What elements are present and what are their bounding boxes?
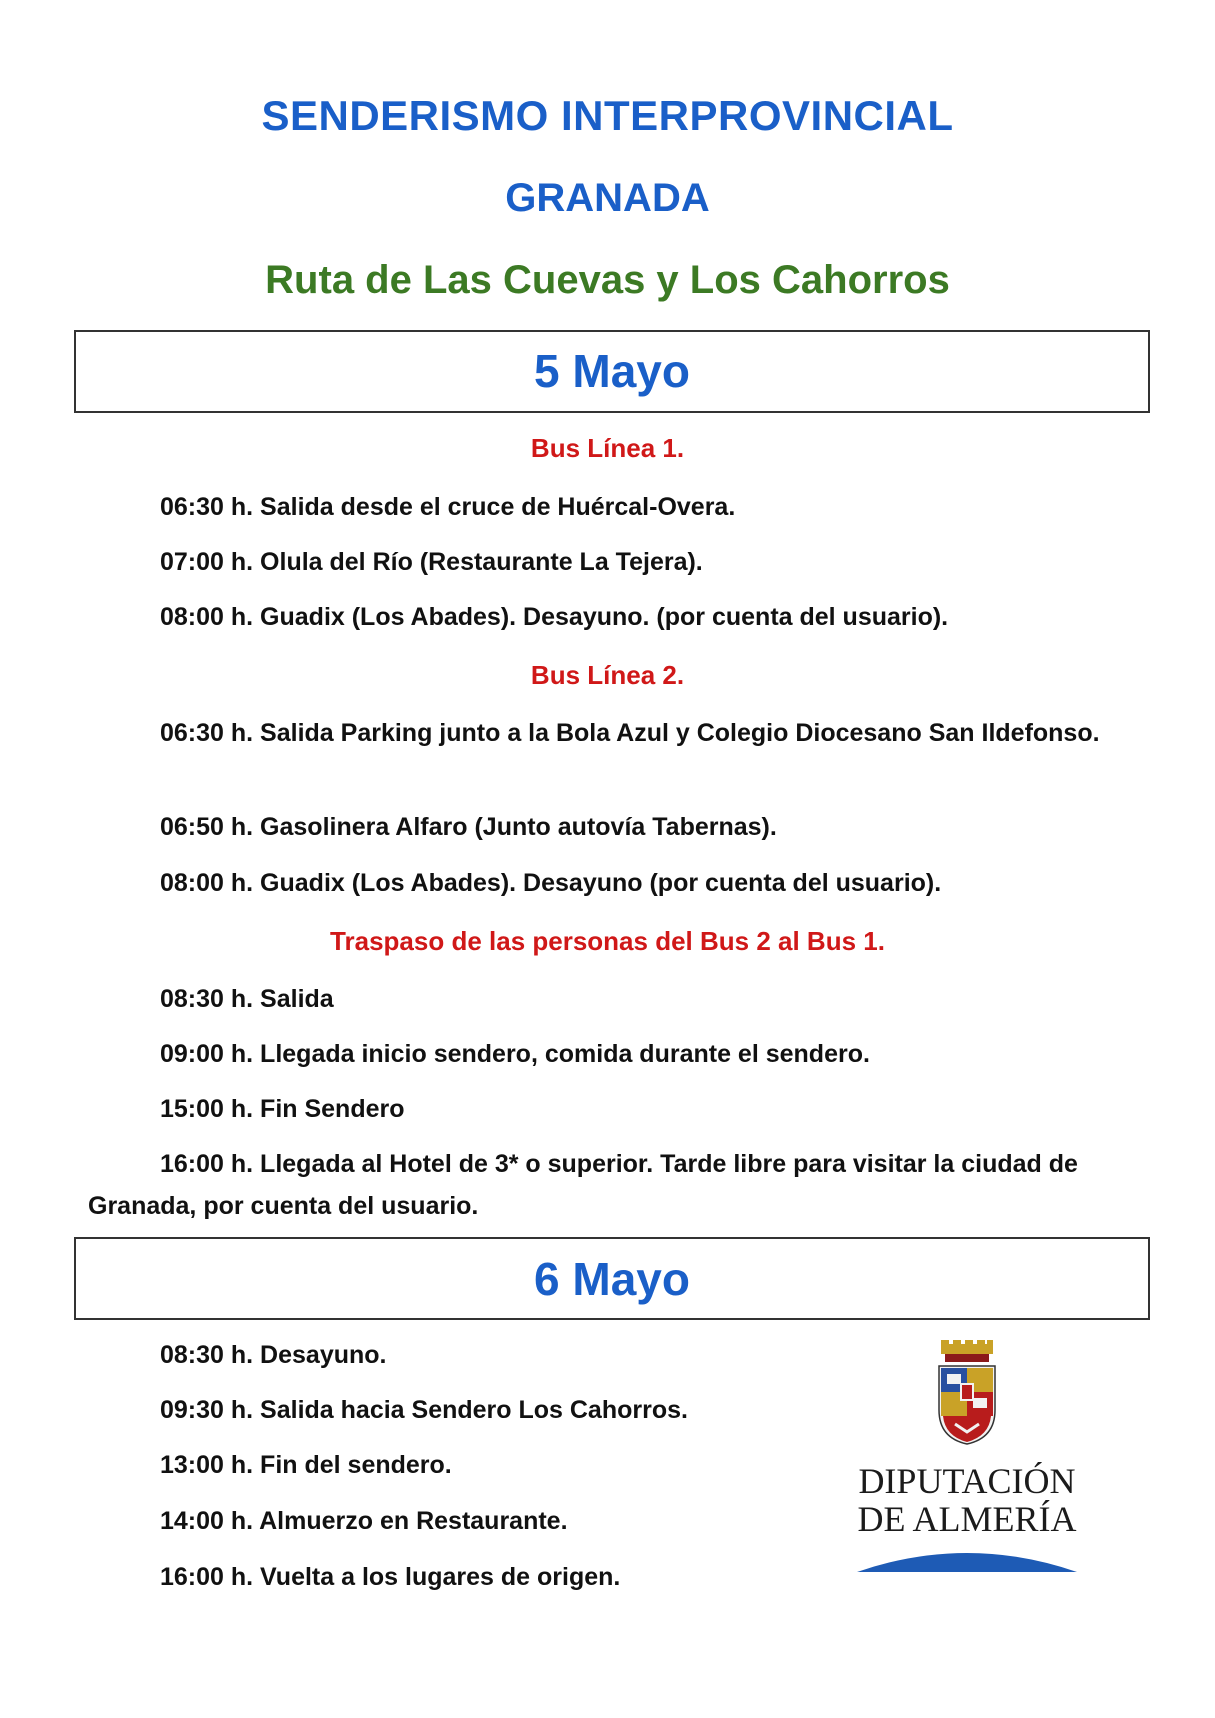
logo-line1: DIPUTACIÓN: [858, 1461, 1076, 1501]
day2-date-box: 6 Mayo: [74, 1237, 1150, 1320]
route-title: Ruta de Las Cuevas y Los Cahorros: [265, 258, 950, 302]
logo-line2: DE ALMERÍA: [857, 1499, 1077, 1539]
schedule-line: 15:00 h. Fin Sendero: [160, 1095, 405, 1123]
schedule-line: 08:30 h. Salida: [160, 985, 334, 1013]
province-title: GRANADA: [505, 176, 710, 220]
schedule-line: 16:00 h. Vuelta a los lugares de origen.: [160, 1563, 621, 1591]
schedule-line: 14:00 h. Almuerzo en Restaurante.: [160, 1507, 568, 1535]
schedule-line: 07:00 h. Olula del Río (Restaurante La Tejera).: [160, 548, 703, 576]
day1-date-box: 5 Mayo: [74, 330, 1150, 413]
transfer-title: Traspaso de las personas del Bus 2 al Bus 1.: [330, 926, 885, 956]
schedule-line: 09:00 h. Llegada inicio sendero, comida durante el sendero.: [160, 1040, 870, 1068]
schedule-line: 06:30 h. Salida Parking junto a la Bola Azul y Colegio Diocesano San Ildefonso.: [160, 719, 1100, 747]
bus1-title: Bus Línea 1.: [530, 433, 685, 463]
schedule-line: 06:30 h. Salida desde el cruce de Huércal-Overa.: [160, 493, 736, 521]
schedule-line: 13:00 h. Fin del sendero.: [160, 1451, 452, 1479]
schedule-line: 16:00 h. Llegada al Hotel de 3* o superior. Tarde libre para visitar la ciudad de Granada, por cuenta del usuario.: [88, 1150, 1078, 1220]
bus2-title: Bus Línea 2.: [530, 660, 685, 690]
logo-text: [852, 1462, 1082, 1538]
coat-of-arms-icon: [935, 1340, 999, 1446]
document-title: SENDERISMO INTERPROVINCIAL: [261, 92, 954, 139]
schedule-line: 08:00 h. Guadix (Los Abades). Desayuno. (por cuenta del usuario).: [160, 603, 949, 631]
schedule-line: 08:00 h. Guadix (Los Abades). Desayuno (por cuenta del usuario).: [160, 869, 942, 897]
schedule-line: 08:30 h. Desayuno.: [160, 1341, 387, 1369]
diputacion-logo: [852, 1340, 1082, 1574]
schedule-line: 06:50 h. Gasolinera Alfaro (Junto autovía Tabernas).: [160, 813, 777, 841]
horizon-swoosh-icon: [857, 1548, 1077, 1574]
schedule-line: 09:30 h. Salida hacia Sendero Los Cahorros.: [160, 1396, 688, 1424]
